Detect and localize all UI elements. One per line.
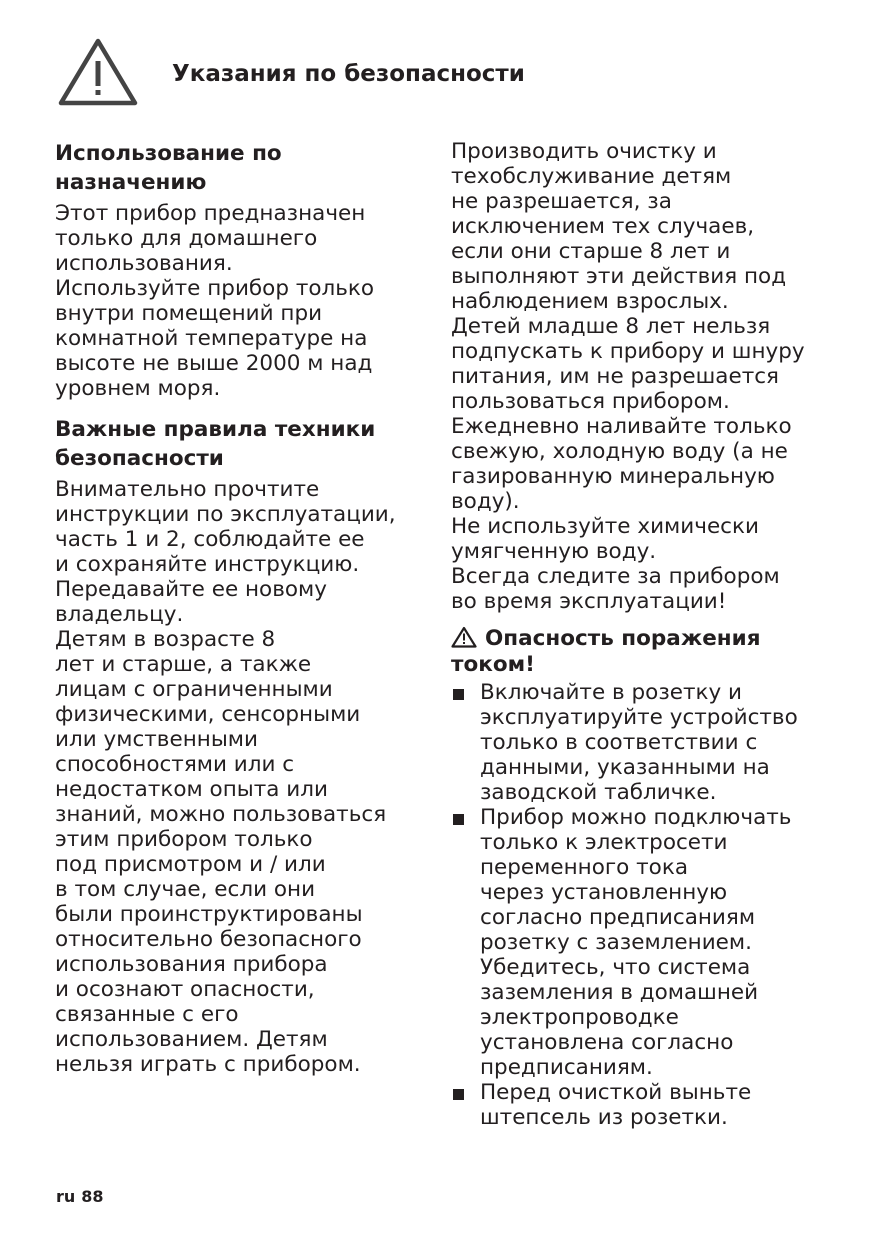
warning-triangle-icon (451, 626, 477, 648)
list-item (451, 805, 841, 1080)
safety-rules-text: Внимательно прочтите инструкции по эксплуатации, часть 1 и 2, соблюдайте ее и сохраняйте инструкцию. Передавайте ее новому владельцу. Детям в возрасте 8 лет и старше, а также лицам с ограниченными физическими, сенсорными или умственными способностями или с недостатком опыта или знаний, можно пользоваться этим прибором только под присмотром и / или в том случае, если они были проинструктированы относительно безопасного использования прибора и осознают опасности, связанные с его использованием. Детям нельзя играть с прибором. (55, 477, 396, 1077)
safety-rules-heading: Важные правила техники безопасности (55, 417, 376, 471)
warning-triangle-icon (56, 36, 140, 108)
bullet-square-icon (453, 814, 464, 825)
right-column (451, 139, 841, 1130)
electric-shock-title: Опасность поражения током! (451, 626, 761, 677)
left-column (55, 139, 425, 1077)
electric-shock-heading (451, 626, 841, 678)
page-title: Указания по безопасности (172, 61, 525, 87)
bullet-square-icon (453, 1089, 464, 1100)
bullet-text: Включайте в розетку и эксплуатируйте устройство только в соответствии с данными, указанными на заводской табличке. (480, 680, 798, 805)
list-item (451, 680, 841, 805)
page-footer (56, 1187, 104, 1207)
bullet-square-icon (453, 689, 464, 700)
bullet-text: Перед очисткой выньте штепсель из розетки. (480, 1080, 752, 1130)
intended-use-heading: Использование по назначению (55, 141, 282, 195)
bullet-text: Прибор можно подключать только к электросети переменного тока через установленную согласно предписаниям розетку с заземлением. Убедитесь, что система заземления в домашней электропроводке установлена согласно предписаниям. (480, 805, 792, 1080)
list-item (451, 1080, 841, 1130)
electric-shock-list (451, 680, 841, 1130)
children-cleaning-text: Производить очистку и техобслуживание детям не разрешается, за исключением тех случаев, если они старше 8 лет и выполняют эти действия под наблюдением взрослых. Детей младше 8 лет нельзя подпускать к прибору и шнуру питания, им не разрешается пользоваться прибором. Ежедневно наливайте только свежую, холодную воду (а не газированную минеральную воду). Не используйте химически умягченную воду. Всегда следите за прибором во время эксплуатации! (451, 139, 805, 614)
page-header (56, 36, 816, 108)
intended-use-text: Этот прибор предназначен только для домашнего использования. Используйте прибор только внутри помещений при комнатной температуре на высоте не выше 2000 м над уровнем моря. (55, 201, 375, 401)
page-number: 88 (81, 1187, 104, 1206)
language-code: ru (56, 1187, 76, 1206)
